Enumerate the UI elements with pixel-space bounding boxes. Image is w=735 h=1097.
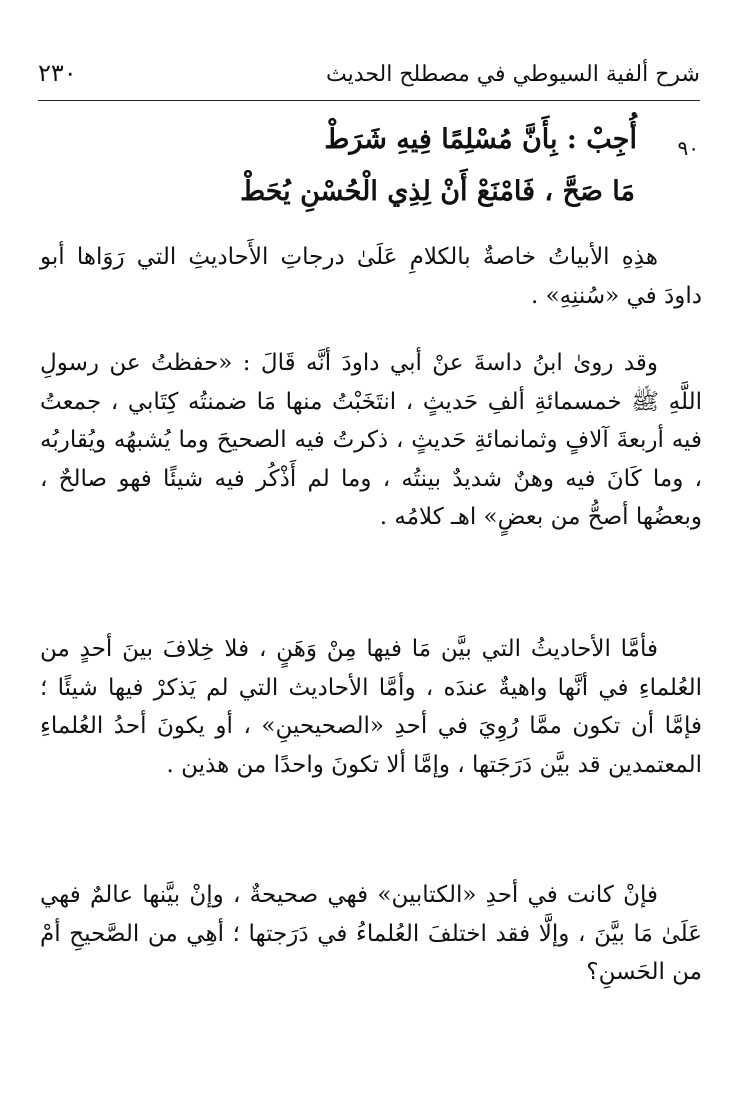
paragraph-text: هذِهِ الأبياتُ خاصةٌ بالكلامِ عَلَىٰ درجاتِ الأَحاديثِ التي رَوَاها أبو داودَ في «سُننِهِ» . bbox=[40, 244, 702, 309]
running-header bbox=[38, 56, 700, 96]
verse-line-2: مَا صَحَّ ، فَامْنَعْ أَنْ لِذِي الْحُسْنِ يُحَطْ bbox=[240, 176, 635, 207]
header-title: شرح ألفية السيوطي في مصطلح الحديث bbox=[326, 62, 700, 87]
verse-number: ٩٠ bbox=[677, 136, 699, 160]
page-number: ٢٣٠ bbox=[38, 59, 77, 87]
paragraph-text: فأمَّا الأحاديثُ التي بيَّن مَا فيها مِنْ وَهَنٍ ، فلا خِلافَ بينَ أحدٍ من العُلماءِ في أنَّها واهيةٌ عندَه ، وأمَّا الأحاديث التي لم يَذكرْ فيها شيئًا ؛ فإمَّا أن تكون ممَّا رُوِيَ في أحدِ «الصحيحينِ» ، أو يكونَ أحدُ العُلماءِ المعتمدين قد بيَّن دَرَجَتها ، وإمَّا ألا تكونَ واحدًا من هذين . bbox=[40, 636, 702, 778]
paragraph-1 bbox=[40, 238, 702, 315]
verse-line-1: أُجِبْ : بِأَنَّ مُسْلِمًا فِيهِ شَرَطْ bbox=[324, 124, 637, 155]
paragraph-4 bbox=[40, 876, 702, 992]
header-divider bbox=[38, 100, 700, 101]
paragraph-text: وقد روىٰ ابنُ داسةَ عنْ أبي داودَ أنَّه قَالَ : «حفظتُ عن رسولِ اللَّهِ ﷺ خمسمائةِ ألفِ حَديثٍ ، انتَخَبْتُ منها مَا ضمنتُه كِتَابي ، جمعتُ فيه أربعةَ آلافٍ وثمانمائةِ حَديثٍ ، ذكرتُ فيه الصحيحَ وما يُشبهُه ويُقاربُه ، وما كَانَ فيه وهنٌ شديدٌ بينتُه ، وما لم أَذْكُر فيه شيئًا فهو صالحٌ ، وبعضُها أصحُّ من بعضٍ» اهـ كلامُه . bbox=[40, 350, 702, 530]
paragraph-text: فإنْ كانت في أحدِ «الكتابين» فهي صحيحةٌ ، وإنْ بيَّنها عالمٌ فهي عَلَىٰ مَا بيَّنَ ، وإلَّا فقد اختلفَ العُلماءُ في دَرَجتها ؛ أهِي من الصَّحيحِ أمْ من الحَسنِ؟ bbox=[40, 882, 702, 985]
paragraph-3 bbox=[40, 630, 702, 784]
paragraph-2 bbox=[40, 344, 702, 537]
